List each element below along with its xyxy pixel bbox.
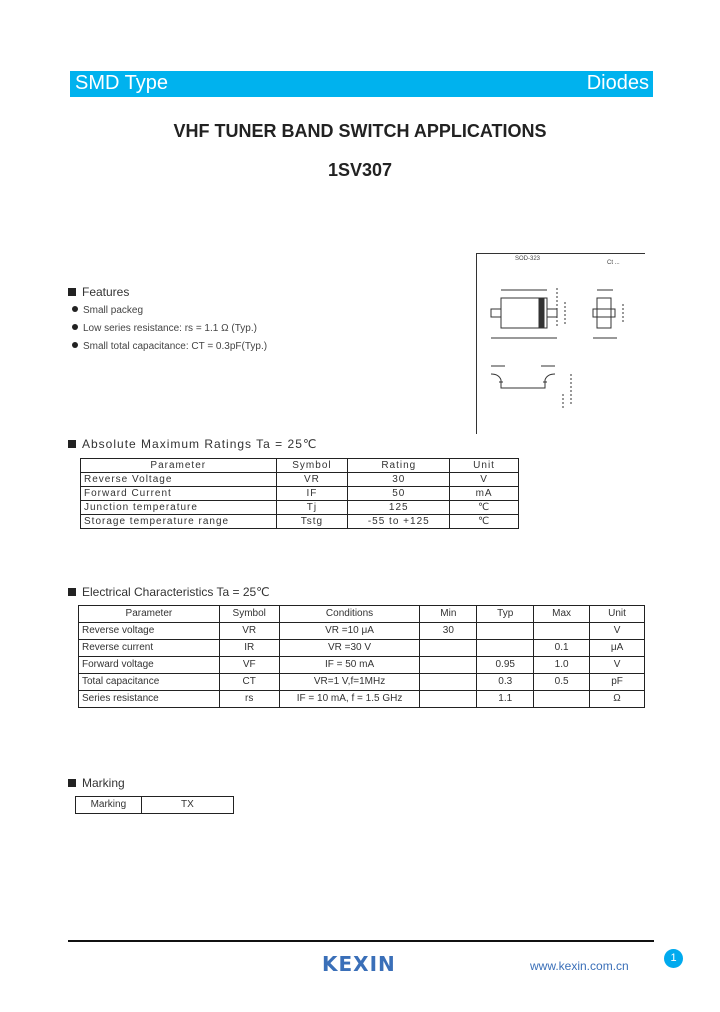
- table-cell: pF: [590, 674, 645, 691]
- table-cell: 30: [348, 473, 450, 487]
- page-number-badge: 1: [664, 949, 683, 968]
- part-number: 1SV307: [327, 160, 393, 180]
- table-cell: Series resistance: [79, 691, 220, 708]
- header-type: Diodes: [586, 72, 649, 94]
- doc-title: VHF TUNER BAND SWITCH APPLICATIONS: [173, 121, 547, 141]
- table-header-row: [79, 606, 645, 623]
- features-heading: Features: [68, 285, 129, 299]
- square-bullet-icon: [68, 288, 76, 296]
- footer-divider: [68, 940, 654, 942]
- table-cell: 0.5: [534, 674, 590, 691]
- header-cell: Unit: [450, 459, 519, 473]
- header-category: SMD Type: [75, 72, 168, 94]
- bullet-icon: [72, 342, 78, 348]
- table-cell: Tj: [276, 501, 348, 515]
- table-cell: Reverse Voltage: [81, 473, 277, 487]
- table-cell: Reverse voltage: [79, 623, 220, 640]
- kexin-logo: KEXIN: [322, 952, 396, 976]
- table-cell: 0.1: [534, 640, 590, 657]
- header-cell: Rating: [348, 459, 450, 473]
- feature-item: Small total capacitance: CT = 0.3pF(Typ.): [72, 341, 267, 352]
- square-bullet-icon: [68, 588, 76, 596]
- table-cell: 1.0: [534, 657, 590, 674]
- table-cell: [534, 623, 590, 640]
- header-cell: Symbol: [219, 606, 279, 623]
- table-cell: Tstg: [276, 515, 348, 529]
- table-row: [79, 674, 645, 691]
- table-cell: [477, 640, 534, 657]
- header-cell: Unit: [590, 606, 645, 623]
- package-outline-svg: [477, 254, 645, 434]
- package-drawing: [476, 253, 645, 434]
- marking-heading: Marking: [68, 776, 125, 790]
- table-row: [81, 473, 519, 487]
- bullet-icon: [72, 306, 78, 312]
- table-cell: IF = 10 mA, f = 1.5 GHz: [279, 691, 420, 708]
- table-cell: CT: [219, 674, 279, 691]
- table-cell: [420, 674, 477, 691]
- table-row: [81, 487, 519, 501]
- table-cell: ℃: [450, 515, 519, 529]
- table-cell: IF = 50 mA: [279, 657, 420, 674]
- table-cell: Total capacitance: [79, 674, 220, 691]
- table-cell: [420, 640, 477, 657]
- table-cell: IR: [219, 640, 279, 657]
- table-row: [79, 657, 645, 674]
- header-cell: Min: [420, 606, 477, 623]
- table-cell: Storage temperature range: [81, 515, 277, 529]
- table-cell: [534, 691, 590, 708]
- table-cell: Junction temperature: [81, 501, 277, 515]
- table-row: [81, 501, 519, 515]
- table-cell: -55 to +125: [348, 515, 450, 529]
- table-cell: V: [450, 473, 519, 487]
- footer-url[interactable]: www.kexin.com.cn: [530, 959, 629, 973]
- table-cell: 50: [348, 487, 450, 501]
- table-cell: [477, 623, 534, 640]
- table-cell: 30: [420, 623, 477, 640]
- header-cell: Conditions: [279, 606, 420, 623]
- table-cell: Forward Current: [81, 487, 277, 501]
- header-cell: Max: [534, 606, 590, 623]
- abs-max-table: [80, 458, 519, 529]
- feature-item: Small packeg: [72, 305, 143, 316]
- table-cell: Forward voltage: [79, 657, 220, 674]
- square-bullet-icon: [68, 779, 76, 787]
- table-row: [79, 623, 645, 640]
- table-cell: VR =10 μA: [279, 623, 420, 640]
- feature-item: Low series resistance: rs = 1.1 Ω (Typ.): [72, 323, 257, 334]
- table-cell: Reverse current: [79, 640, 220, 657]
- marking-value: TX: [141, 797, 233, 814]
- table-row: [76, 797, 234, 814]
- table-row: [81, 515, 519, 529]
- table-cell: V: [590, 623, 645, 640]
- table-cell: VF: [219, 657, 279, 674]
- table-cell: VR: [219, 623, 279, 640]
- table-cell: ℃: [450, 501, 519, 515]
- table-cell: [420, 657, 477, 674]
- header-cell: Parameter: [79, 606, 220, 623]
- electrical-table: [78, 605, 645, 708]
- abs-max-heading: Absolute Maximum Ratings Ta = 25℃: [68, 437, 317, 451]
- table-cell: V: [590, 657, 645, 674]
- table-cell: μA: [590, 640, 645, 657]
- table-row: [79, 691, 645, 708]
- table-cell: rs: [219, 691, 279, 708]
- header-cell: Symbol: [276, 459, 348, 473]
- bullet-icon: [72, 324, 78, 330]
- header-bar: [70, 71, 653, 97]
- table-cell: VR=1 V,f=1MHz: [279, 674, 420, 691]
- table-cell: 1.1: [477, 691, 534, 708]
- package-note: Ct ...: [607, 260, 620, 266]
- table-cell: [420, 691, 477, 708]
- square-bullet-icon: [68, 440, 76, 448]
- table-cell: mA: [450, 487, 519, 501]
- electrical-heading: Electrical Characteristics Ta = 25℃: [68, 585, 270, 599]
- table-cell: 0.3: [477, 674, 534, 691]
- header-cell: Parameter: [81, 459, 277, 473]
- marking-table: [75, 796, 234, 814]
- table-cell: VR: [276, 473, 348, 487]
- header-cell: Typ: [477, 606, 534, 623]
- table-cell: IF: [276, 487, 348, 501]
- table-cell: 0.95: [477, 657, 534, 674]
- table-cell: Ω: [590, 691, 645, 708]
- marking-label: Marking: [76, 797, 142, 814]
- table-row: [79, 640, 645, 657]
- table-header-row: [81, 459, 519, 473]
- table-cell: 125: [348, 501, 450, 515]
- table-cell: VR =30 V: [279, 640, 420, 657]
- package-name: SOD-323: [515, 256, 541, 262]
